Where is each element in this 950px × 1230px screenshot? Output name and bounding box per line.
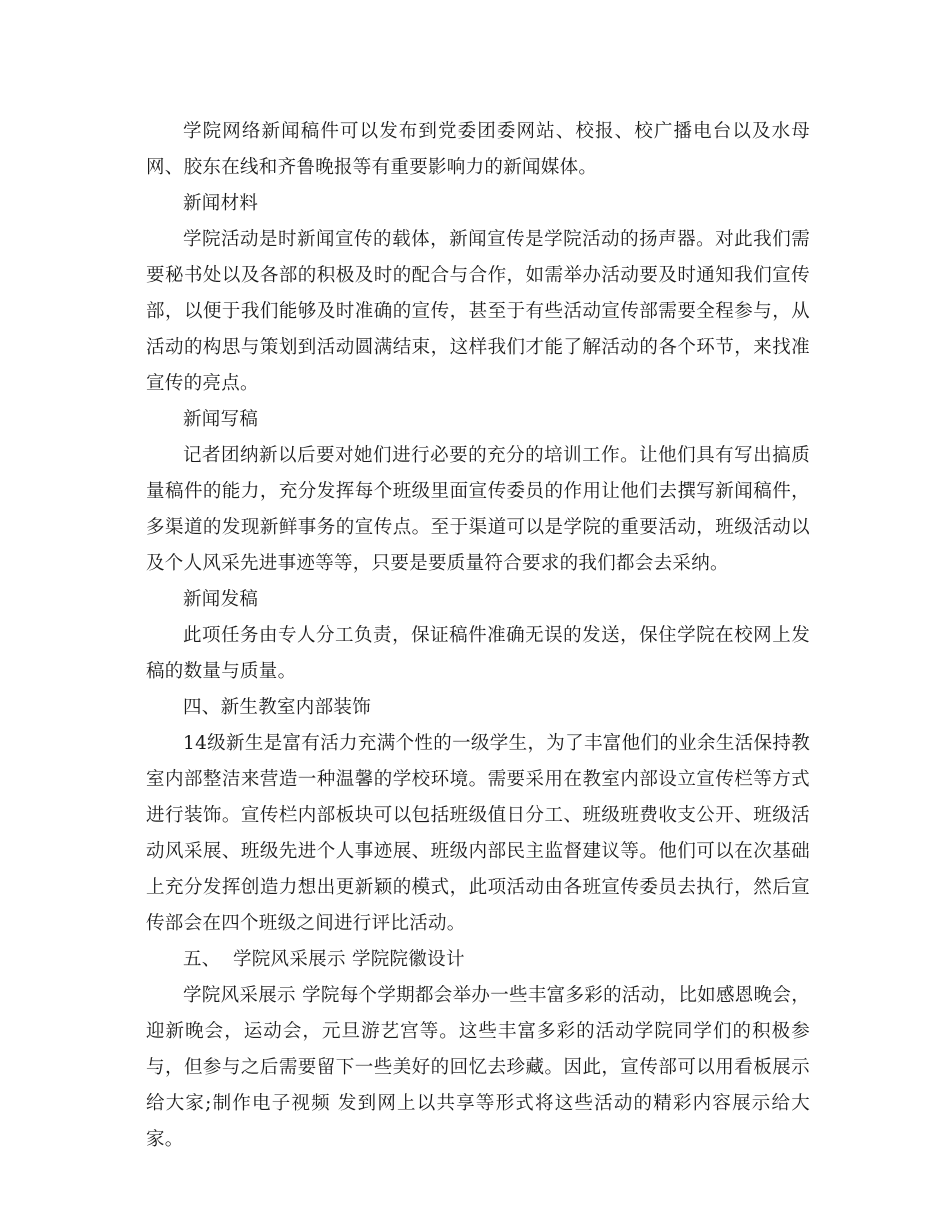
paragraph-news-writing: 记者团纳新以后要对她们进行必要的充分的培训工作。让他们具有写出搞质量稿件的能力，充分发挥每个班级里面宣传委员的作用让他们去撰写新闻稿件，多渠道的发现新鲜事务的宣传点。至于渠道可以是学院的重要活动，班级活动以及个人风采先进事迹等等，只要是要质量符合要求的我们都会去采纳。 — [146, 445, 810, 574]
heading-news-material: 新闻材料 — [183, 193, 259, 214]
document-body — [146, 114, 810, 1158]
paragraph-publishing-channels: 学院网络新闻稿件可以发布到党委团委网站、校报、校广播电台以及水母网、胶东在线和齐鲁晚报等有重要影响力的新闻媒体。 — [146, 121, 810, 178]
heading-classroom-decoration: 四、新生教室内部装饰 — [183, 697, 372, 718]
heading-news-writing: 新闻写稿 — [183, 409, 259, 430]
heading-college-showcase: 五、 学院风采展示 学院院徽设计 — [183, 949, 465, 970]
paragraph-classroom-decoration: 14级新生是富有活力充满个性的一级学生，为了丰富他们的业余生活保持教室内部整洁来营造一种温馨的学校环境。需要采用在教室内部设立宣传栏等方式进行装饰。宣传栏内部板块可以包括班级值日分工、班级班费收支公开、班级活动风采展、班级先进个人事迹展、班级内部民主监督建议等。他们可以在次基础上充分发挥创造力想出更新颖的模式，此项活动由各班宣传委员去执行，然后宣传部会在四个班级之间进行评比活动。 — [146, 733, 810, 934]
heading-news-release: 新闻发稿 — [183, 589, 259, 610]
paragraph-news-material: 学院活动是时新闻宣传的载体，新闻宣传是学院活动的扬声器。对此我们需要秘书处以及各部的积极及时的配合与合作，如需举办活动要及时通知我们宣传部，以便于我们能够及时准确的宣传，甚至于有些活动宣传部需要全程参与，从活动的构思与策划到活动圆满结束，这样我们才能了解活动的各个环节，来找准宣传的亮点。 — [146, 229, 810, 394]
paragraph-college-showcase: 学院风采展示 学院每个学期都会举办一些丰富多彩的活动，比如感恩晚会，迎新晚会，运动会，元旦游艺宫等。这些丰富多彩的活动学院同学们的积极参与，但参与之后需要留下一些美好的回忆去珍藏。因此，宣传部可以用看板展示给大家;制作电子视频 发到网上以共享等形式将这些活动的精彩内容展示给大家。 — [146, 985, 810, 1150]
paragraph-news-release: 此项任务由专人分工负责，保证稿件准确无误的发送，保住学院在校网上发稿的数量与质量。 — [146, 625, 810, 682]
